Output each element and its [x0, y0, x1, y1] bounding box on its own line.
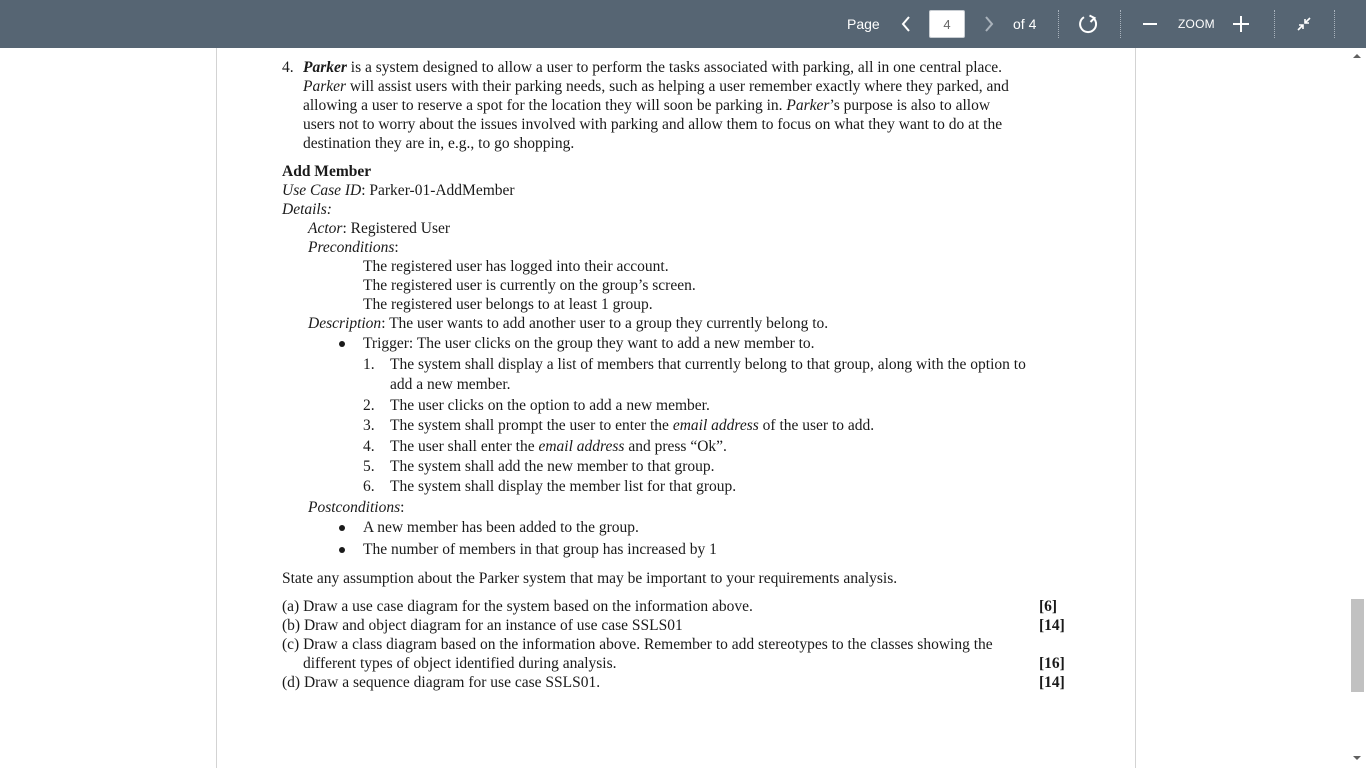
- task-a-marks: [6]: [1039, 598, 1058, 615]
- step-text-part: of the user to add.: [758, 417, 875, 434]
- postcondition-item: The number of members in that group has increased by 1: [363, 541, 717, 558]
- task-c-continued: different types of object identified during analysis.: [303, 655, 617, 672]
- zoom-label: ZOOM: [1178, 17, 1215, 31]
- step-number: 3.: [363, 417, 375, 434]
- step-text: The system shall display a list of members that currently belong to that group, along with the option to: [390, 356, 1026, 373]
- question-number: 4.: [282, 59, 294, 76]
- previous-page-button[interactable]: [897, 0, 915, 48]
- step-text-part: The user shall enter the: [390, 438, 539, 455]
- intro-line-2: [303, 77, 1009, 96]
- intro-line-1: [303, 58, 1002, 77]
- task-a: (a) Draw a use case diagram for the system based on the information above.: [282, 598, 753, 615]
- step-text: [390, 437, 727, 456]
- postconditions-label-text: Postconditions: [308, 499, 401, 516]
- assumption-text: State any assumption about the Parker system that may be important to your requirements analysis.: [282, 570, 898, 587]
- preconditions-colon: :: [394, 239, 399, 256]
- details-label: [282, 200, 332, 219]
- intro-line-5: destination they are in, e.g., to go shopping.: [303, 135, 575, 152]
- step-text-emphasis: email address: [538, 438, 625, 455]
- trigger: Trigger: The user clicks on the group they want to add a new member to.: [363, 335, 815, 352]
- bullet: [339, 341, 345, 347]
- intro-line-3: [303, 96, 990, 115]
- use-case-id-label: Use Case ID: [282, 182, 362, 199]
- step-text: The system shall add the new member to that group.: [390, 458, 715, 475]
- page-number-input[interactable]: [929, 10, 965, 38]
- precondition-item: The registered user belongs to at least 1 group.: [363, 296, 653, 313]
- actor-value: : Registered User: [342, 220, 451, 237]
- step-number: 6.: [363, 478, 375, 495]
- step-number: 1.: [363, 356, 375, 373]
- bullet: [339, 525, 345, 531]
- description-value: : The user wants to add another user to a group they currently belong to.: [381, 315, 829, 332]
- chevron-right-icon: [984, 16, 994, 32]
- vertical-scrollbar[interactable]: [1349, 48, 1366, 768]
- use-case-id-value: : Parker-01-AddMember: [361, 182, 515, 199]
- task-c: (c) Draw a class diagram based on the information above. Remember to add stereotypes to the classes showing the: [282, 636, 993, 653]
- zoom-out-button[interactable]: [1140, 0, 1160, 48]
- step-text: add a new member.: [390, 376, 511, 393]
- parker-name: Parker: [303, 59, 347, 76]
- intro-line-4: users not to worry about the issues involved with parking and allow them to focus on what they want to do at the: [303, 116, 1003, 133]
- rotate-icon: [1077, 13, 1099, 35]
- task-b-marks: [14]: [1039, 617, 1065, 634]
- parker-name: Parker: [786, 97, 830, 114]
- task-d: (d) Draw a sequence diagram for use case SSLS01.: [282, 674, 601, 691]
- intro-text: allowing a user to reserve a spot for the location they will soon be parking in.: [303, 97, 787, 114]
- precondition-item: The registered user has logged into their account.: [363, 258, 669, 275]
- intro-text: is a system designed to allow a user to perform the tasks associated with parking, all in one central place.: [346, 59, 1003, 76]
- minus-icon: [1142, 16, 1158, 32]
- viewer-toolbar: [0, 0, 1366, 48]
- toolbar-divider: [1274, 10, 1275, 38]
- preconditions-label-text: Preconditions: [308, 239, 395, 256]
- parker-name: Parker: [303, 78, 347, 95]
- task-c-marks: [16]: [1039, 655, 1065, 672]
- toolbar-divider: [1334, 10, 1335, 38]
- collapse-icon: [1295, 15, 1313, 33]
- actor-label: Actor: [308, 220, 343, 237]
- plus-icon: [1232, 15, 1250, 33]
- bullet: [339, 547, 345, 553]
- postconditions-colon: :: [400, 499, 405, 516]
- description-label: Description: [308, 315, 382, 332]
- step-text: The user clicks on the option to add a new member.: [390, 397, 710, 414]
- toolbar-divider: [1058, 10, 1059, 38]
- use-case-id: [282, 181, 515, 200]
- precondition-item: The registered user is currently on the group’s screen.: [363, 277, 696, 294]
- exit-fullscreen-button[interactable]: [1292, 0, 1316, 48]
- step-number: 4.: [363, 438, 375, 455]
- step-text-emphasis: email address: [672, 417, 759, 434]
- intro-text: will assist users with their parking needs, such as helping a user remember exactly where they parked, and: [346, 78, 1009, 95]
- next-page-button[interactable]: [980, 0, 998, 48]
- page-count: of 4: [1013, 16, 1037, 32]
- page-label: Page: [847, 16, 880, 32]
- intro-text: ’s purpose is also to allow: [829, 97, 991, 114]
- step-number: 2.: [363, 397, 375, 414]
- scrollbar-thumb[interactable]: [1351, 599, 1364, 692]
- task-b: (b) Draw and object diagram for an instance of use case SSLS01: [282, 617, 683, 634]
- section-heading: Add Member: [282, 163, 372, 180]
- zoom-in-button[interactable]: [1230, 0, 1252, 48]
- actor: [308, 219, 450, 238]
- toolbar-divider: [1120, 10, 1121, 38]
- chevron-left-icon: [901, 16, 911, 32]
- postconditions-label: [308, 498, 404, 517]
- preconditions-label: [308, 238, 399, 257]
- step-number: 5.: [363, 458, 375, 475]
- step-text-part: The system shall prompt the user to enter the: [390, 417, 673, 434]
- rotate-button[interactable]: [1076, 0, 1100, 48]
- step-text-part: and press “Ok”.: [624, 438, 727, 455]
- scroll-down-arrow-icon[interactable]: [1353, 756, 1361, 760]
- details-label-text: Details:: [282, 201, 332, 218]
- step-text: The system shall display the member list for that group.: [390, 478, 737, 495]
- scroll-up-arrow-icon[interactable]: [1353, 54, 1361, 58]
- postcondition-item: A new member has been added to the group.: [363, 519, 639, 536]
- task-d-marks: [14]: [1039, 674, 1065, 691]
- step-text: [390, 416, 874, 435]
- description: [308, 314, 828, 333]
